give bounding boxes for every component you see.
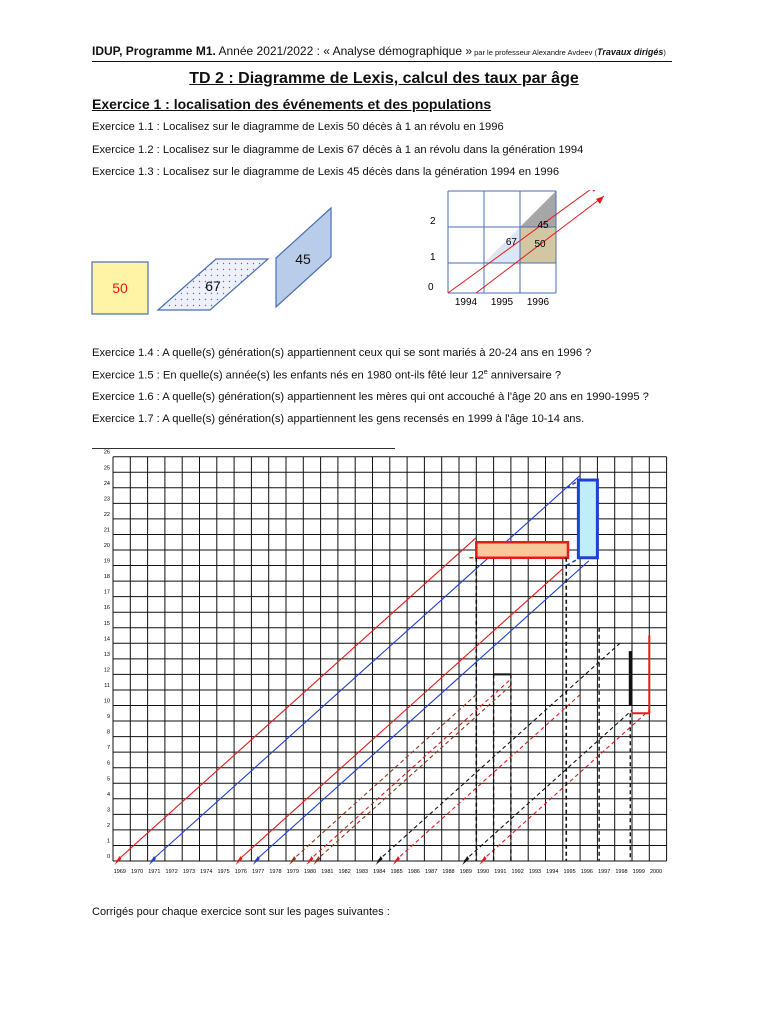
y-label-25: 25 [103, 465, 110, 472]
x-label-1997: 1997 [598, 869, 611, 875]
y-label-22: 22 [103, 511, 110, 518]
y-label-15: 15 [103, 620, 110, 627]
x-label-1994: 1994 [546, 869, 559, 875]
x-label-1988: 1988 [442, 869, 455, 875]
x-label-1969: 1969 [113, 869, 126, 875]
x-label-1975: 1975 [217, 869, 230, 875]
question-1-6: Exercice 1.6 : A quelle(s) génération(s) appartiennent les mères qui ont accouché à l'âge 20 ans en 1990-1995 ? [92, 391, 649, 403]
life-line-blue-2 [255, 561, 589, 861]
vertical-parallelogram-label: 45 [295, 251, 311, 267]
y-label-11: 11 [104, 682, 110, 689]
y-label-24: 24 [103, 480, 110, 487]
x-label-1981: 1981 [321, 869, 334, 875]
footer-note: Corrigés pour chaque exercice sont sur les pages suivantes : [92, 906, 390, 918]
small-x-1996: 1996 [526, 297, 550, 308]
y-label-6: 6 [106, 760, 110, 767]
x-label-1983: 1983 [355, 869, 369, 875]
x-label-1976: 1976 [234, 869, 247, 875]
header-professor: par le professeur Alexandre Avdeev ( [472, 48, 597, 57]
y-label-14: 14 [103, 636, 110, 643]
y-label-26: 26 [103, 449, 110, 456]
small-label-67: 67 [505, 237, 517, 248]
y-label-0: 0 [106, 854, 110, 860]
y-label-17: 17 [103, 589, 110, 596]
y-label-9: 9 [106, 714, 110, 721]
x-label-1986: 1986 [407, 869, 420, 875]
square-label: 50 [112, 280, 128, 296]
y-label-7: 7 [106, 745, 110, 752]
y-label-10: 10 [103, 698, 110, 705]
x-label-1984: 1984 [373, 869, 386, 875]
life-line-blue-1 [151, 475, 580, 861]
y-label-16: 16 [103, 605, 110, 612]
x-label-1982: 1982 [338, 869, 351, 875]
x-label-1998: 1998 [615, 869, 628, 875]
x-label-1970: 1970 [130, 869, 144, 875]
small-y-1: 1 [430, 252, 436, 263]
header-td: Travaux dirigés [596, 47, 664, 57]
small-lexis-diagram [428, 190, 604, 308]
x-label-1985: 1985 [390, 869, 403, 875]
x-label-1996: 1996 [580, 869, 593, 875]
life-line-brown-dashed [291, 695, 476, 861]
x-label-1987: 1987 [425, 869, 438, 875]
page-header [92, 44, 666, 58]
x-label-2000: 2000 [649, 869, 663, 875]
x-label-1999: 1999 [632, 869, 645, 875]
question-1-1: Exercice 1.1 : Localisez sur le diagramme de Lexis 50 décès à 1 an révolu en 1996 [92, 121, 504, 133]
y-label-1: 1 [106, 838, 110, 845]
question-1-3: Exercice 1.3 : Localisez sur le diagramme de Lexis 45 décès dans la génération 1994 en 1996 [92, 166, 560, 178]
header-close: ) [663, 48, 666, 57]
big-lexis-diagram [0, 440, 768, 890]
question-1-5: Exercice 1.5 : En quelle(s) année(s) les enfants nés en 1980 ont-ils fêté leur 12e anniversaire ? [92, 369, 562, 382]
small-y-2: 2 [430, 216, 436, 227]
highlight-1996-20-24 [578, 480, 597, 558]
small-x-1995: 1995 [490, 297, 514, 308]
x-label-1974: 1974 [200, 869, 213, 875]
lexis-shapes-figure [0, 190, 768, 320]
x-label-1978: 1978 [269, 869, 282, 875]
x-label-1989: 1989 [459, 869, 472, 875]
question-1-7: Exercice 1.7 : A quelle(s) génération(s) appartiennent les gens recensés en 1999 à l'âge 10-14 ans. [92, 413, 585, 425]
header-course: Année 2021/2022 : « Analyse démographique » [215, 44, 473, 58]
small-label-50: 50 [534, 239, 546, 250]
y-label-20: 20 [103, 543, 110, 549]
x-label-1990: 1990 [476, 869, 490, 875]
life-line-red-dashed-3 [481, 710, 649, 861]
header-rule [92, 61, 672, 62]
y-label-8: 8 [106, 729, 110, 736]
small-y-0: 0 [428, 282, 434, 293]
question-1-4: Exercice 1.4 : A quelle(s) génération(s) appartiennent ceux qui se sont mariés à 20-24 ans en 1996 ? [92, 347, 592, 359]
x-label-1972: 1972 [165, 869, 178, 875]
y-label-21: 21 [103, 527, 110, 534]
x-label-1993: 1993 [528, 869, 542, 875]
page-title: TD 2 : Diagramme de Lexis, calcul des taux par âge [189, 70, 579, 87]
y-label-13: 13 [103, 651, 110, 658]
question-1-2: Exercice 1.2 : Localisez sur le diagramme de Lexis 67 décès à 1 an révolu dans la génération 1994 [92, 144, 584, 156]
y-label-19: 19 [103, 558, 110, 565]
parallelogram-label: 67 [205, 278, 221, 294]
small-label-45: 45 [537, 220, 549, 231]
y-label-3: 3 [106, 807, 110, 814]
y-label-18: 18 [103, 574, 110, 581]
life-line-red-1 [116, 538, 476, 861]
x-label-1973: 1973 [182, 869, 196, 875]
highlight-age-20-1990-1995 [476, 542, 568, 558]
x-label-1971: 1971 [148, 869, 161, 875]
life-line-brown-dashed-2 [315, 685, 510, 861]
x-label-1991: 1991 [494, 869, 507, 875]
life-line-black-dashed-2 [464, 710, 632, 861]
x-label-1992: 1992 [511, 869, 524, 875]
y-label-2: 2 [106, 822, 110, 829]
y-label-12: 12 [103, 667, 110, 674]
small-x-1994: 1994 [454, 297, 478, 308]
x-label-1995: 1995 [563, 869, 576, 875]
header-program: IDUP, Programme M1. [92, 44, 216, 58]
x-label-1977: 1977 [252, 869, 265, 875]
exercise1-title: Exercice 1 : localisation des événements et des populations [92, 96, 492, 112]
y-label-4: 4 [106, 791, 110, 798]
y-label-23: 23 [103, 496, 110, 503]
x-label-1979: 1979 [286, 869, 299, 875]
life-line-red-dashed-2 [395, 695, 580, 861]
x-label-1980: 1980 [303, 869, 317, 875]
y-label-5: 5 [106, 776, 110, 783]
